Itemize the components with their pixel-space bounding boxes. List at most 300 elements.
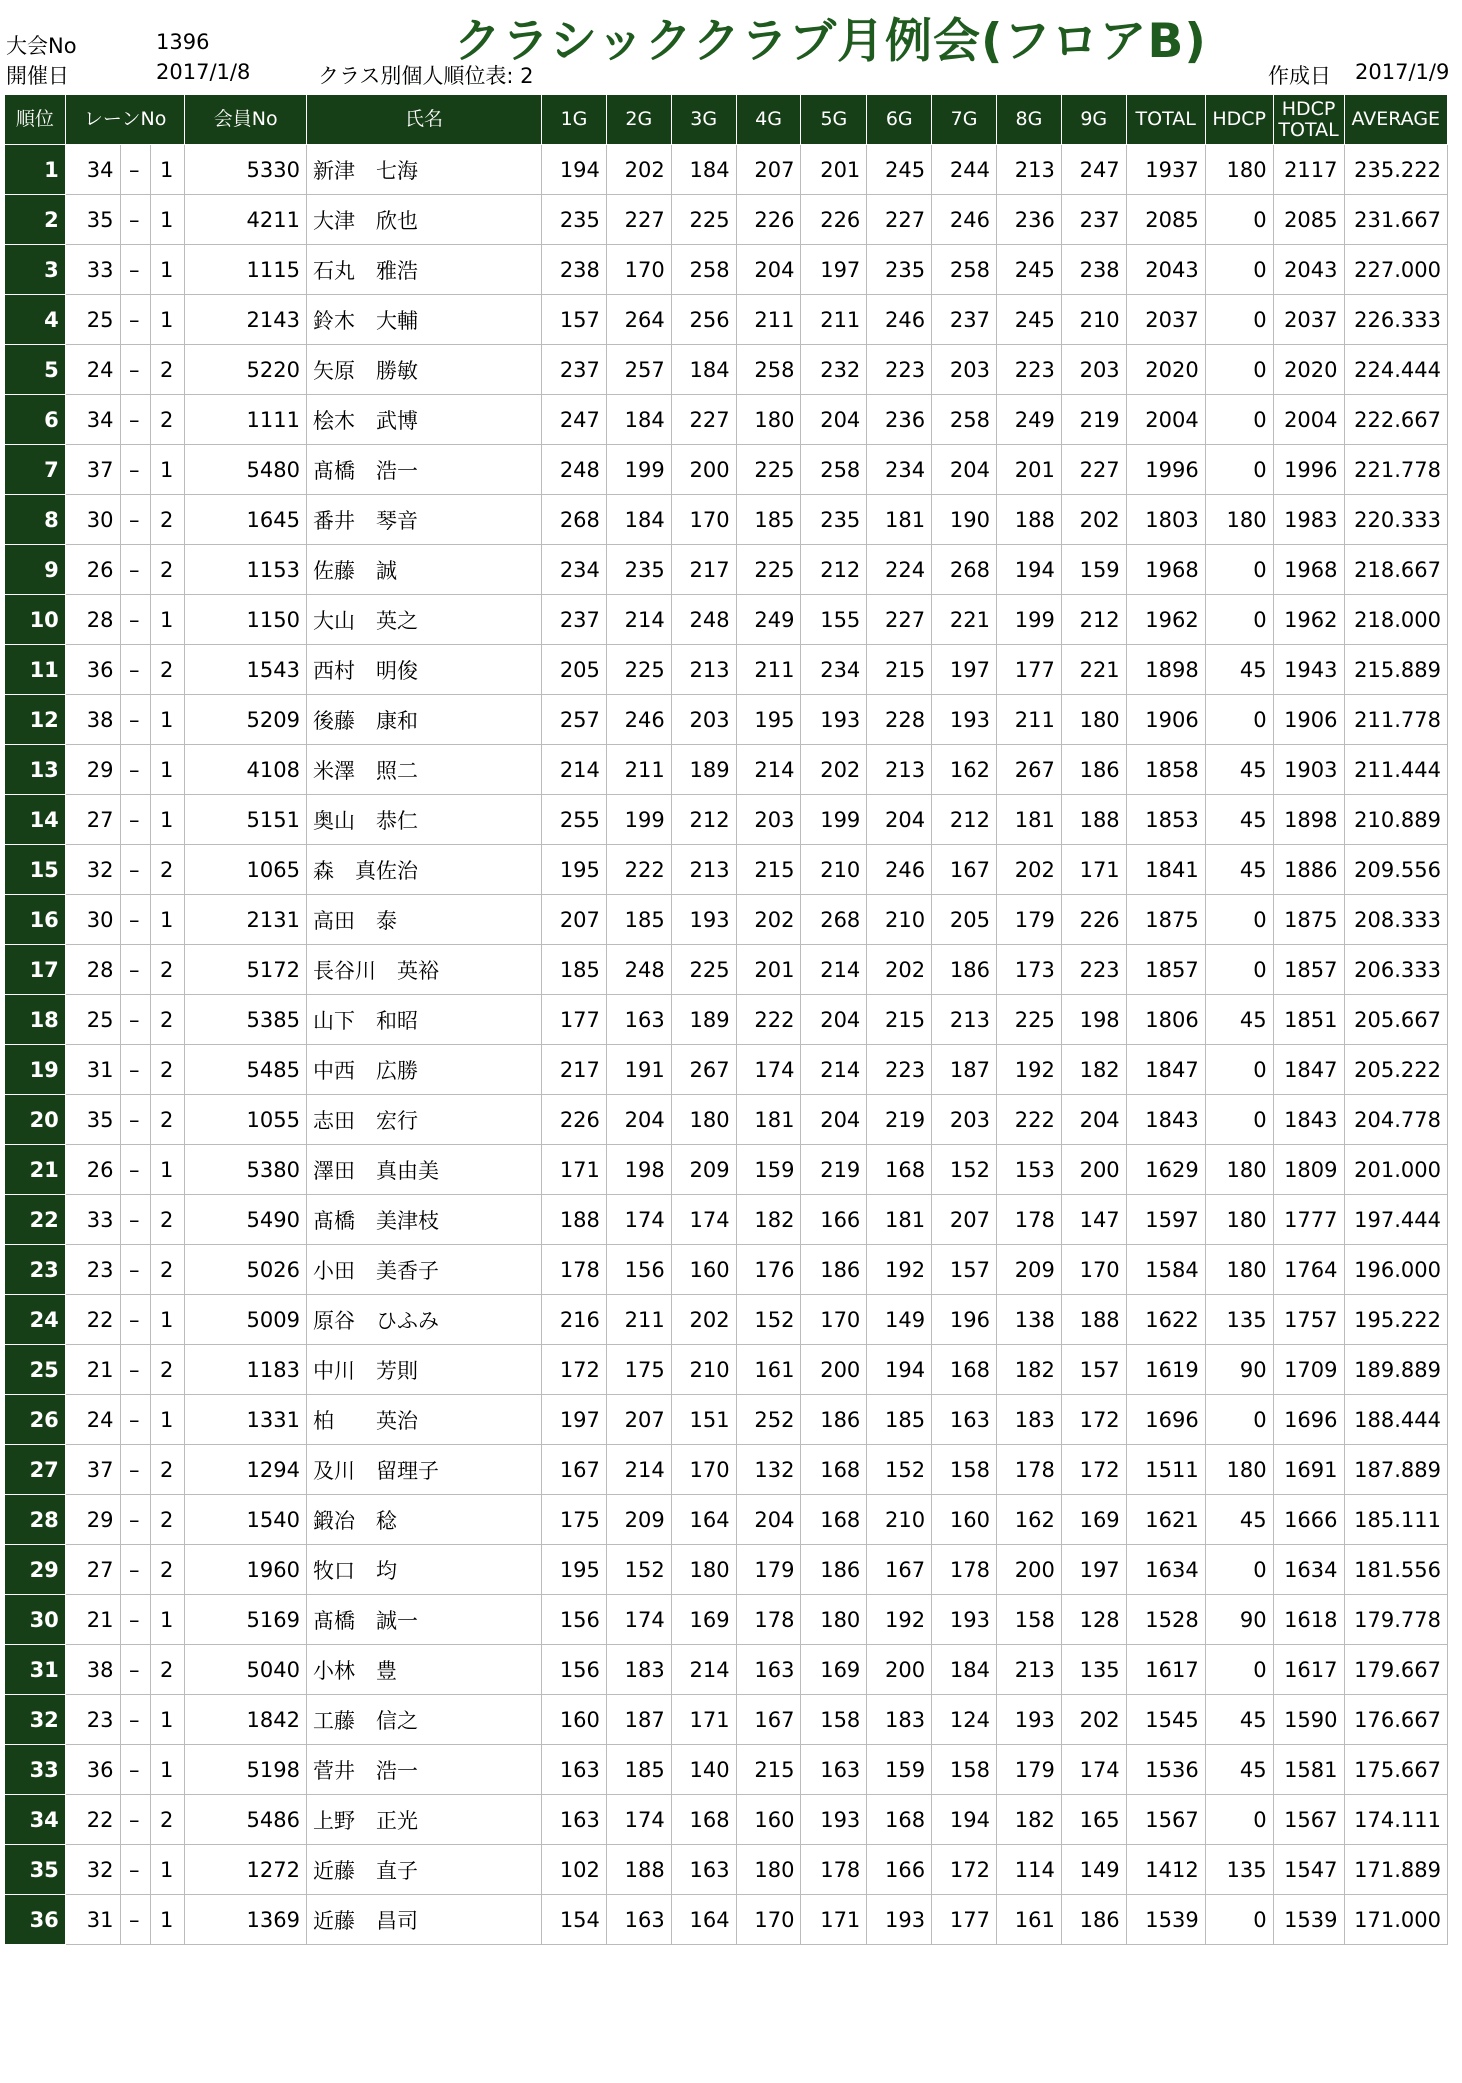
lane-pos-cell: 2 <box>150 845 184 895</box>
game-6-cell: 204 <box>867 795 932 845</box>
game-2-cell: 204 <box>606 1095 671 1145</box>
game-3-cell: 174 <box>671 1195 736 1245</box>
game-5-cell: 235 <box>801 495 867 545</box>
game-8-cell: 177 <box>996 645 1061 695</box>
game-1-cell: 157 <box>542 295 607 345</box>
table-row <box>5 595 1448 645</box>
lane-cell: 26 <box>65 545 120 595</box>
name-cell: 長谷川 英裕 <box>306 945 541 995</box>
hdcp-cell: 0 <box>1205 1395 1273 1445</box>
game-3-cell: 200 <box>671 445 736 495</box>
game-6-cell: 223 <box>867 1045 932 1095</box>
game-7-cell: 184 <box>932 1645 997 1695</box>
game-9-cell: 182 <box>1061 1045 1126 1095</box>
lane-dash: – <box>120 145 150 195</box>
member-no-cell: 5330 <box>185 145 307 195</box>
col-total: TOTAL <box>1126 95 1205 145</box>
member-no-cell: 1115 <box>185 245 307 295</box>
hdcp-total-cell: 1590 <box>1273 1695 1344 1745</box>
name-cell: 小田 美香子 <box>306 1245 541 1295</box>
game-3-cell: 258 <box>671 245 736 295</box>
lane-pos-cell: 2 <box>150 1045 184 1095</box>
game-8-cell: 188 <box>996 495 1061 545</box>
game-2-cell: 207 <box>606 1395 671 1445</box>
game-9-cell: 174 <box>1061 1745 1126 1795</box>
lane-cell: 21 <box>65 1595 120 1645</box>
average-cell: 185.111 <box>1344 1495 1447 1545</box>
hdcp-cell: 0 <box>1205 895 1273 945</box>
average-cell: 209.556 <box>1344 845 1447 895</box>
game-8-cell: 267 <box>996 745 1061 795</box>
game-2-cell: 156 <box>606 1245 671 1295</box>
game-6-cell: 246 <box>867 295 932 345</box>
game-8-cell: 213 <box>996 145 1061 195</box>
game-7-cell: 212 <box>932 795 997 845</box>
member-no-cell: 5169 <box>185 1595 307 1645</box>
lane-cell: 24 <box>65 345 120 395</box>
table-row <box>5 795 1448 845</box>
game-4-cell: 226 <box>736 195 801 245</box>
hdcp-cell: 45 <box>1205 745 1273 795</box>
game-6-cell: 200 <box>867 1645 932 1695</box>
game-9-cell: 147 <box>1061 1195 1126 1245</box>
total-cell: 1617 <box>1126 1645 1205 1695</box>
hdcp-cell: 180 <box>1205 1245 1273 1295</box>
member-no-cell: 5486 <box>185 1795 307 1845</box>
member-no-cell: 5490 <box>185 1195 307 1245</box>
table-row <box>5 245 1448 295</box>
lane-pos-cell: 2 <box>150 995 184 1045</box>
game-7-cell: 204 <box>932 445 997 495</box>
table-row <box>5 845 1448 895</box>
hdcp-total-cell: 1906 <box>1273 695 1344 745</box>
game-7-cell: 177 <box>932 1895 997 1945</box>
member-no-cell: 4211 <box>185 195 307 245</box>
tournament-no: 1396 <box>156 30 210 54</box>
game-6-cell: 228 <box>867 695 932 745</box>
game-1-cell: 156 <box>542 1645 607 1695</box>
name-cell: 澤田 真由美 <box>306 1145 541 1195</box>
game-6-cell: 227 <box>867 195 932 245</box>
game-4-cell: 163 <box>736 1645 801 1695</box>
table-row <box>5 1495 1448 1545</box>
table-row <box>5 195 1448 245</box>
table-row <box>5 745 1448 795</box>
total-cell: 1857 <box>1126 945 1205 995</box>
table-row <box>5 1045 1448 1095</box>
hdcp-cell: 90 <box>1205 1595 1273 1645</box>
name-cell: 奥山 恭仁 <box>306 795 541 845</box>
total-cell: 1906 <box>1126 695 1205 745</box>
lane-cell: 34 <box>65 145 120 195</box>
game-7-cell: 268 <box>932 545 997 595</box>
hdcp-cell: 180 <box>1205 1145 1273 1195</box>
lane-pos-cell: 2 <box>150 645 184 695</box>
name-cell: 原谷 ひふみ <box>306 1295 541 1345</box>
game-5-cell: 214 <box>801 1045 867 1095</box>
lane-cell: 23 <box>65 1245 120 1295</box>
game-6-cell: 181 <box>867 495 932 545</box>
game-3-cell: 151 <box>671 1395 736 1445</box>
total-cell: 1567 <box>1126 1795 1205 1845</box>
game-7-cell: 258 <box>932 245 997 295</box>
hdcp-total-cell: 2004 <box>1273 395 1344 445</box>
game-2-cell: 264 <box>606 295 671 345</box>
hdcp-cell: 45 <box>1205 1695 1273 1745</box>
lane-cell: 37 <box>65 445 120 495</box>
rank-cell: 20 <box>5 1095 66 1145</box>
hdcp-cell: 135 <box>1205 1295 1273 1345</box>
col-4g: 4G <box>736 95 801 145</box>
lane-pos-cell: 2 <box>150 1795 184 1845</box>
lane-dash: – <box>120 1245 150 1295</box>
hdcp-total-cell: 1851 <box>1273 995 1344 1045</box>
hdcp-cell: 0 <box>1205 695 1273 745</box>
game-6-cell: 245 <box>867 145 932 195</box>
game-9-cell: 149 <box>1061 1845 1126 1895</box>
lane-dash: – <box>120 1195 150 1245</box>
game-5-cell: 168 <box>801 1445 867 1495</box>
member-no-cell: 5151 <box>185 795 307 845</box>
game-9-cell: 221 <box>1061 645 1126 695</box>
member-no-cell: 1272 <box>185 1845 307 1895</box>
game-9-cell: 202 <box>1061 495 1126 545</box>
game-7-cell: 157 <box>932 1245 997 1295</box>
game-2-cell: 174 <box>606 1795 671 1845</box>
game-5-cell: 204 <box>801 995 867 1045</box>
game-8-cell: 222 <box>996 1095 1061 1145</box>
rank-cell: 4 <box>5 295 66 345</box>
game-2-cell: 163 <box>606 1895 671 1945</box>
game-9-cell: 227 <box>1061 445 1126 495</box>
name-cell: 近藤 昌司 <box>306 1895 541 1945</box>
lane-dash: – <box>120 445 150 495</box>
name-cell: 工藤 信之 <box>306 1695 541 1745</box>
table-row <box>5 1795 1448 1845</box>
game-8-cell: 200 <box>996 1545 1061 1595</box>
col-name: 氏名 <box>306 95 541 145</box>
lane-pos-cell: 2 <box>150 945 184 995</box>
total-cell: 1536 <box>1126 1745 1205 1795</box>
game-7-cell: 205 <box>932 895 997 945</box>
hdcp-cell: 0 <box>1205 345 1273 395</box>
game-6-cell: 235 <box>867 245 932 295</box>
lane-dash: – <box>120 1895 150 1945</box>
game-3-cell: 170 <box>671 495 736 545</box>
rank-cell: 9 <box>5 545 66 595</box>
hdcp-cell: 180 <box>1205 495 1273 545</box>
game-1-cell: 177 <box>542 995 607 1045</box>
game-8-cell: 245 <box>996 295 1061 345</box>
game-1-cell: 154 <box>542 1895 607 1945</box>
game-8-cell: 213 <box>996 1645 1061 1695</box>
game-5-cell: 226 <box>801 195 867 245</box>
game-4-cell: 185 <box>736 495 801 545</box>
hdcp-total-cell: 1943 <box>1273 645 1344 695</box>
average-cell: 195.222 <box>1344 1295 1447 1345</box>
lane-cell: 28 <box>65 945 120 995</box>
game-9-cell: 238 <box>1061 245 1126 295</box>
rank-cell: 14 <box>5 795 66 845</box>
hdcp-total-cell: 1809 <box>1273 1145 1344 1195</box>
lane-pos-cell: 1 <box>150 1395 184 1445</box>
game-5-cell: 197 <box>801 245 867 295</box>
game-8-cell: 199 <box>996 595 1061 645</box>
game-3-cell: 189 <box>671 745 736 795</box>
average-cell: 226.333 <box>1344 295 1447 345</box>
game-6-cell: 152 <box>867 1445 932 1495</box>
average-cell: 220.333 <box>1344 495 1447 545</box>
member-no-cell: 1543 <box>185 645 307 695</box>
member-no-cell: 1294 <box>185 1445 307 1495</box>
game-9-cell: 223 <box>1061 945 1126 995</box>
rank-cell: 30 <box>5 1595 66 1645</box>
game-2-cell: 185 <box>606 1745 671 1795</box>
rank-cell: 19 <box>5 1045 66 1095</box>
lane-dash: – <box>120 1595 150 1645</box>
table-row <box>5 395 1448 445</box>
total-cell: 1875 <box>1126 895 1205 945</box>
game-1-cell: 163 <box>542 1795 607 1845</box>
game-1-cell: 205 <box>542 645 607 695</box>
average-cell: 211.444 <box>1344 745 1447 795</box>
game-2-cell: 246 <box>606 695 671 745</box>
game-6-cell: 215 <box>867 995 932 1045</box>
game-3-cell: 217 <box>671 545 736 595</box>
lane-dash: – <box>120 195 150 245</box>
game-3-cell: 267 <box>671 1045 736 1095</box>
game-4-cell: 204 <box>736 245 801 295</box>
rank-cell: 7 <box>5 445 66 495</box>
game-4-cell: 167 <box>736 1695 801 1745</box>
game-4-cell: 211 <box>736 295 801 345</box>
rank-cell: 3 <box>5 245 66 295</box>
game-4-cell: 249 <box>736 595 801 645</box>
game-9-cell: 171 <box>1061 845 1126 895</box>
game-9-cell: 197 <box>1061 1545 1126 1595</box>
game-7-cell: 124 <box>932 1695 997 1745</box>
lane-pos-cell: 2 <box>150 395 184 445</box>
game-8-cell: 173 <box>996 945 1061 995</box>
game-3-cell: 164 <box>671 1495 736 1545</box>
name-cell: 柏 英治 <box>306 1395 541 1445</box>
game-9-cell: 200 <box>1061 1145 1126 1195</box>
lane-pos-cell: 1 <box>150 1295 184 1345</box>
game-7-cell: 244 <box>932 145 997 195</box>
lane-dash: – <box>120 1395 150 1445</box>
col-lane: レーンNo <box>65 95 185 145</box>
rank-cell: 15 <box>5 845 66 895</box>
game-3-cell: 225 <box>671 945 736 995</box>
game-9-cell: 237 <box>1061 195 1126 245</box>
hdcp-total-cell: 1618 <box>1273 1595 1344 1645</box>
total-cell: 1622 <box>1126 1295 1205 1345</box>
game-5-cell: 170 <box>801 1295 867 1345</box>
total-cell: 2085 <box>1126 195 1205 245</box>
name-cell: 菅井 浩一 <box>306 1745 541 1795</box>
game-4-cell: 215 <box>736 845 801 895</box>
name-cell: 西村 明俊 <box>306 645 541 695</box>
average-cell: 171.889 <box>1344 1845 1447 1895</box>
lane-dash: – <box>120 845 150 895</box>
game-8-cell: 225 <box>996 995 1061 1045</box>
game-5-cell: 219 <box>801 1145 867 1195</box>
game-3-cell: 171 <box>671 1695 736 1745</box>
rank-cell: 10 <box>5 595 66 645</box>
hdcp-cell: 0 <box>1205 1795 1273 1845</box>
game-7-cell: 187 <box>932 1045 997 1095</box>
lane-dash: – <box>120 1045 150 1095</box>
game-1-cell: 175 <box>542 1495 607 1545</box>
game-7-cell: 207 <box>932 1195 997 1245</box>
total-cell: 1843 <box>1126 1095 1205 1145</box>
game-6-cell: 149 <box>867 1295 932 1345</box>
lane-dash: – <box>120 1695 150 1745</box>
average-cell: 206.333 <box>1344 945 1447 995</box>
hdcp-total-cell: 1875 <box>1273 895 1344 945</box>
game-2-cell: 227 <box>606 195 671 245</box>
name-cell: 矢原 勝敏 <box>306 345 541 395</box>
rank-cell: 26 <box>5 1395 66 1445</box>
rank-cell: 12 <box>5 695 66 745</box>
hdcp-total-cell: 1567 <box>1273 1795 1344 1845</box>
name-cell: 近藤 直子 <box>306 1845 541 1895</box>
hdcp-total-cell: 1996 <box>1273 445 1344 495</box>
table-row <box>5 1645 1448 1695</box>
game-7-cell: 194 <box>932 1795 997 1845</box>
name-cell: 鍛冶 稔 <box>306 1495 541 1545</box>
game-5-cell: 166 <box>801 1195 867 1245</box>
game-5-cell: 193 <box>801 695 867 745</box>
hdcp-total-cell: 1696 <box>1273 1395 1344 1445</box>
game-5-cell: 204 <box>801 1095 867 1145</box>
game-6-cell: 215 <box>867 645 932 695</box>
lane-cell: 36 <box>65 1745 120 1795</box>
game-2-cell: 191 <box>606 1045 671 1095</box>
game-2-cell: 211 <box>606 745 671 795</box>
hdcp-total-cell: 1898 <box>1273 795 1344 845</box>
name-cell: 中川 芳則 <box>306 1345 541 1395</box>
game-1-cell: 234 <box>542 545 607 595</box>
hdcp-total-cell: 1847 <box>1273 1045 1344 1095</box>
lane-dash: – <box>120 1095 150 1145</box>
game-8-cell: 249 <box>996 395 1061 445</box>
game-1-cell: 247 <box>542 395 607 445</box>
name-cell: 上野 正光 <box>306 1795 541 1845</box>
hdcp-cell: 0 <box>1205 945 1273 995</box>
table-row <box>5 1345 1448 1395</box>
game-3-cell: 248 <box>671 595 736 645</box>
game-5-cell: 214 <box>801 945 867 995</box>
game-1-cell: 172 <box>542 1345 607 1395</box>
game-4-cell: 170 <box>736 1895 801 1945</box>
table-row <box>5 945 1448 995</box>
table-row <box>5 545 1448 595</box>
table-row <box>5 345 1448 395</box>
average-cell: 201.000 <box>1344 1145 1447 1195</box>
average-cell: 221.778 <box>1344 445 1447 495</box>
game-3-cell: 169 <box>671 1595 736 1645</box>
hdcp-cell: 180 <box>1205 145 1273 195</box>
lane-dash: – <box>120 795 150 845</box>
total-cell: 1803 <box>1126 495 1205 545</box>
game-4-cell: 252 <box>736 1395 801 1445</box>
total-cell: 1412 <box>1126 1845 1205 1895</box>
total-cell: 1962 <box>1126 595 1205 645</box>
game-7-cell: 168 <box>932 1345 997 1395</box>
total-cell: 1847 <box>1126 1045 1205 1095</box>
lane-pos-cell: 1 <box>150 145 184 195</box>
game-1-cell: 257 <box>542 695 607 745</box>
game-7-cell: 158 <box>932 1445 997 1495</box>
lane-dash: – <box>120 645 150 695</box>
game-6-cell: 246 <box>867 845 932 895</box>
game-2-cell: 198 <box>606 1145 671 1195</box>
hdcp-cell: 45 <box>1205 795 1273 845</box>
game-1-cell: 194 <box>542 145 607 195</box>
name-cell: 新津 七海 <box>306 145 541 195</box>
game-9-cell: 210 <box>1061 295 1126 345</box>
average-cell: 208.333 <box>1344 895 1447 945</box>
game-8-cell: 138 <box>996 1295 1061 1345</box>
game-3-cell: 256 <box>671 295 736 345</box>
game-4-cell: 201 <box>736 945 801 995</box>
game-9-cell: 165 <box>1061 1795 1126 1845</box>
game-2-cell: 248 <box>606 945 671 995</box>
game-3-cell: 193 <box>671 895 736 945</box>
game-7-cell: 163 <box>932 1395 997 1445</box>
lane-pos-cell: 1 <box>150 895 184 945</box>
lane-pos-cell: 1 <box>150 595 184 645</box>
game-1-cell: 237 <box>542 345 607 395</box>
game-1-cell: 195 <box>542 845 607 895</box>
game-3-cell: 163 <box>671 1845 736 1895</box>
game-7-cell: 186 <box>932 945 997 995</box>
lane-dash: – <box>120 1495 150 1545</box>
hdcp-total-cell: 1539 <box>1273 1895 1344 1945</box>
game-7-cell: 190 <box>932 495 997 545</box>
game-1-cell: 102 <box>542 1845 607 1895</box>
member-no-cell: 5172 <box>185 945 307 995</box>
game-3-cell: 170 <box>671 1445 736 1495</box>
lane-pos-cell: 1 <box>150 695 184 745</box>
table-row <box>5 1095 1448 1145</box>
rank-cell: 18 <box>5 995 66 1045</box>
hdcp-cell: 0 <box>1205 1645 1273 1695</box>
game-1-cell: 167 <box>542 1445 607 1495</box>
lane-dash: – <box>120 545 150 595</box>
name-cell: 髙橋 美津枝 <box>306 1195 541 1245</box>
col-5g: 5G <box>801 95 867 145</box>
lane-pos-cell: 1 <box>150 295 184 345</box>
game-1-cell: 188 <box>542 1195 607 1245</box>
game-8-cell: 202 <box>996 845 1061 895</box>
game-7-cell: 221 <box>932 595 997 645</box>
hdcp-cell: 0 <box>1205 1545 1273 1595</box>
game-2-cell: 209 <box>606 1495 671 1545</box>
game-9-cell: 204 <box>1061 1095 1126 1145</box>
lane-cell: 32 <box>65 845 120 895</box>
lane-cell: 23 <box>65 1695 120 1745</box>
game-5-cell: 234 <box>801 645 867 695</box>
game-5-cell: 212 <box>801 545 867 595</box>
game-4-cell: 207 <box>736 145 801 195</box>
total-cell: 2043 <box>1126 245 1205 295</box>
hdcp-total-cell: 1764 <box>1273 1245 1344 1295</box>
average-cell: 189.889 <box>1344 1345 1447 1395</box>
game-6-cell: 166 <box>867 1845 932 1895</box>
average-cell: 210.889 <box>1344 795 1447 845</box>
